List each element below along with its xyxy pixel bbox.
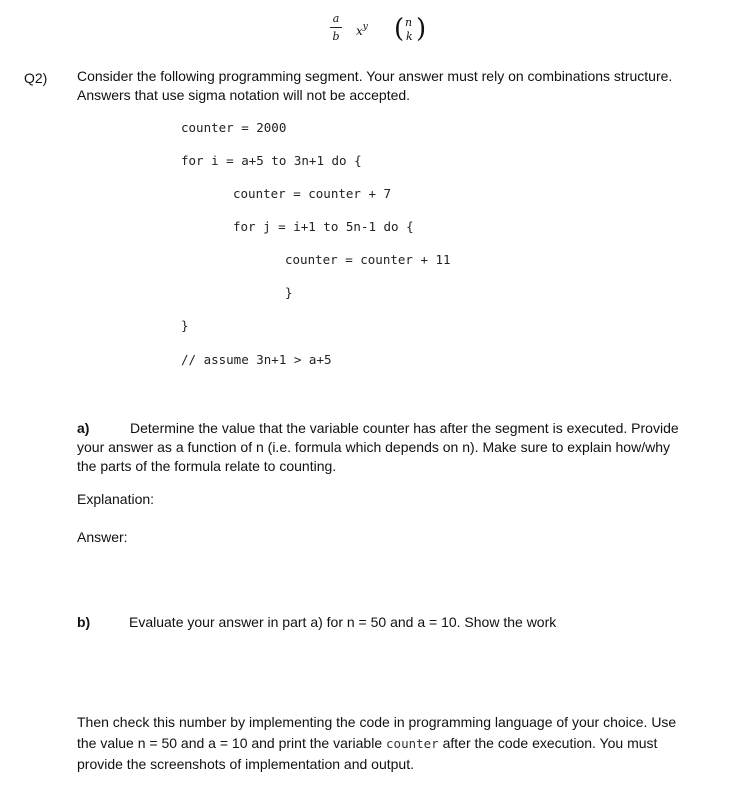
part-a-prompt — [77, 419, 717, 476]
code-line: for i = a+5 to 3n+1 do { — [181, 153, 362, 168]
power-base: x — [356, 24, 363, 38]
code-line: } — [181, 318, 189, 333]
check-line: provide the screenshots of implementation and output. — [77, 756, 414, 772]
binomial-top: n — [405, 16, 413, 29]
code-comment: // assume 3n+1 > a+5 — [181, 352, 332, 367]
question-intro-line: Answers that use sigma notation will not be accepted. — [77, 87, 411, 103]
part-a-line: the parts of the formula relate to counting. — [77, 458, 337, 474]
check-line-text: after the code execution. You must — [438, 734, 658, 751]
fraction-numerator: a — [332, 12, 340, 25]
fraction-icon[interactable] — [330, 12, 342, 43]
inline-code-counter: counter — [386, 735, 439, 751]
code-line: } — [285, 285, 293, 300]
code-line: for j = i+1 to 5n-1 do { — [233, 219, 414, 234]
binomial-bottom: k — [406, 30, 413, 43]
check-line: Then check this number by implementing the code in programming language of your choice. Use — [77, 714, 677, 730]
question-intro — [77, 67, 717, 105]
binomial-icon[interactable]: ( n k ) — [394, 14, 427, 44]
part-a-line: Determine the value that the variable counter has after the segment is executed. Provide — [130, 420, 679, 436]
answer-label: Answer: — [77, 529, 128, 545]
code-line: counter = counter + 11 — [285, 252, 451, 267]
power-exponent: y — [362, 22, 368, 32]
question-intro-line: Consider the following programming segment. Your answer must rely on combinations structure. — [77, 68, 673, 84]
check-line — [77, 733, 717, 755]
check-instructions — [77, 712, 717, 775]
fraction-denominator: b — [332, 30, 340, 43]
part-a-line: your answer as a function of n (i.e. formula which depends on n). Make sure to explain how/why — [77, 439, 670, 455]
check-line-text: the value n = 50 and a = 10 and print the variable — [77, 734, 387, 751]
code-line: counter = 2000 — [181, 120, 287, 135]
part-b-label: b) — [77, 614, 91, 630]
power-icon[interactable] — [356, 22, 368, 38]
math-toolbar — [320, 6, 440, 56]
code-line: counter = counter + 7 — [233, 186, 392, 201]
part-b-prompt: Evaluate your answer in part a) for n = 50 and a = 10. Show the work — [129, 614, 557, 630]
part-a-label: a) — [77, 420, 90, 436]
explanation-label: Explanation: — [77, 491, 155, 507]
question-number: Q2) — [24, 70, 48, 86]
